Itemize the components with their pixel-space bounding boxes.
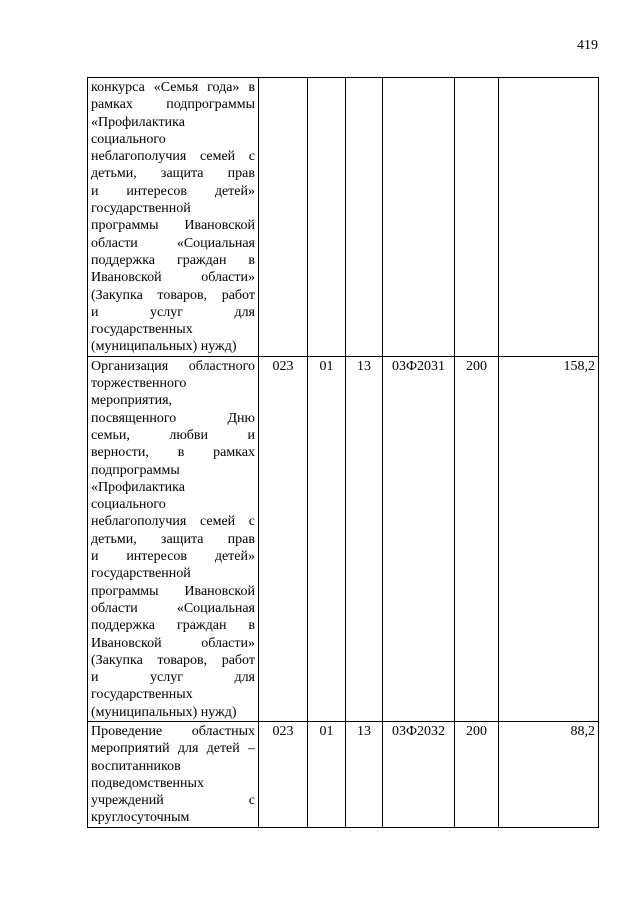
description-line: социального [91, 497, 166, 513]
description-line: учреждений с [91, 793, 255, 809]
description-line: Организация областного [91, 358, 255, 374]
description-line: воспитанников [91, 758, 181, 774]
description-line: поддержка граждан в [91, 252, 255, 268]
row-description [88, 78, 259, 357]
description-line: верности, в рамках [91, 445, 255, 461]
description-line: государственной [91, 566, 191, 582]
description-line: мероприятия, [91, 393, 173, 409]
description-line: (Закупка товаров, работ [91, 287, 255, 303]
subsection-cell [346, 78, 383, 357]
description-line: Ивановской области» [91, 635, 255, 651]
target-article-cell: 03Ф2031 [383, 356, 455, 721]
section-cell: 01 [308, 721, 346, 827]
expense-type-cell [455, 78, 499, 357]
description-line: детьми, защита прав [91, 531, 255, 547]
amount-cell [499, 78, 599, 357]
description-line: государственных [91, 322, 193, 338]
description-line: (Закупка товаров, работ [91, 652, 255, 668]
description-line: «Профилактика [91, 479, 185, 495]
description-line: и услуг для [91, 670, 255, 686]
description-line: подпрограммы [91, 462, 180, 478]
description-line: неблагополучия семей с [91, 149, 255, 165]
description-line: подведомственных [91, 775, 204, 791]
description-line: мероприятий для детей – [91, 741, 255, 757]
section-cell [308, 78, 346, 357]
description-line: области «Социальная [91, 600, 255, 616]
description-line: детьми, защита прав [91, 166, 255, 182]
description-line: рамках подпрограммы [91, 97, 255, 113]
description-line: неблагополучия семей с [91, 514, 255, 530]
grbs-cell: 023 [259, 721, 308, 827]
description-line: и услуг для [91, 304, 255, 320]
description-line: Ивановской области» [91, 270, 255, 286]
description-line: и интересов детей» [91, 183, 255, 199]
description-line: и интересов детей» [91, 549, 255, 565]
table-row [88, 721, 599, 827]
expense-type-cell: 200 [455, 356, 499, 721]
description-line: (муниципальных) нужд) [91, 339, 237, 355]
target-article-cell: 03Ф2032 [383, 721, 455, 827]
amount-cell: 88,2 [499, 721, 599, 827]
section-cell: 01 [308, 356, 346, 721]
subsection-cell: 13 [346, 356, 383, 721]
row-description [88, 356, 259, 721]
table-row [88, 356, 599, 721]
description-line: государственных [91, 687, 193, 703]
description-line: государственной [91, 201, 191, 217]
subsection-cell: 13 [346, 721, 383, 827]
description-line: конкурса «Семья года» в [91, 80, 255, 95]
expense-type-cell: 200 [455, 721, 499, 827]
grbs-cell: 023 [259, 356, 308, 721]
table-row [88, 78, 599, 357]
description-line: круглосуточным [91, 810, 190, 826]
description-line: Проведение областных [91, 723, 255, 739]
description-line: (муниципальных) нужд) [91, 704, 237, 720]
description-line: программы Ивановской [91, 218, 255, 234]
target-article-cell [383, 78, 455, 357]
description-line: посвященного Дню [91, 410, 255, 426]
amount-cell: 158,2 [499, 356, 599, 721]
budget-table [87, 77, 599, 828]
page-number: 419 [577, 38, 598, 53]
description-line: «Профилактика [91, 114, 185, 130]
description-line: программы Ивановской [91, 583, 255, 599]
description-line: торжественного [91, 376, 187, 392]
row-description [88, 721, 259, 827]
description-line: семьи, любви и [91, 427, 255, 443]
description-line: поддержка граждан в [91, 618, 255, 634]
description-line: области «Социальная [91, 235, 255, 251]
description-line: социального [91, 131, 166, 147]
grbs-cell [259, 78, 308, 357]
